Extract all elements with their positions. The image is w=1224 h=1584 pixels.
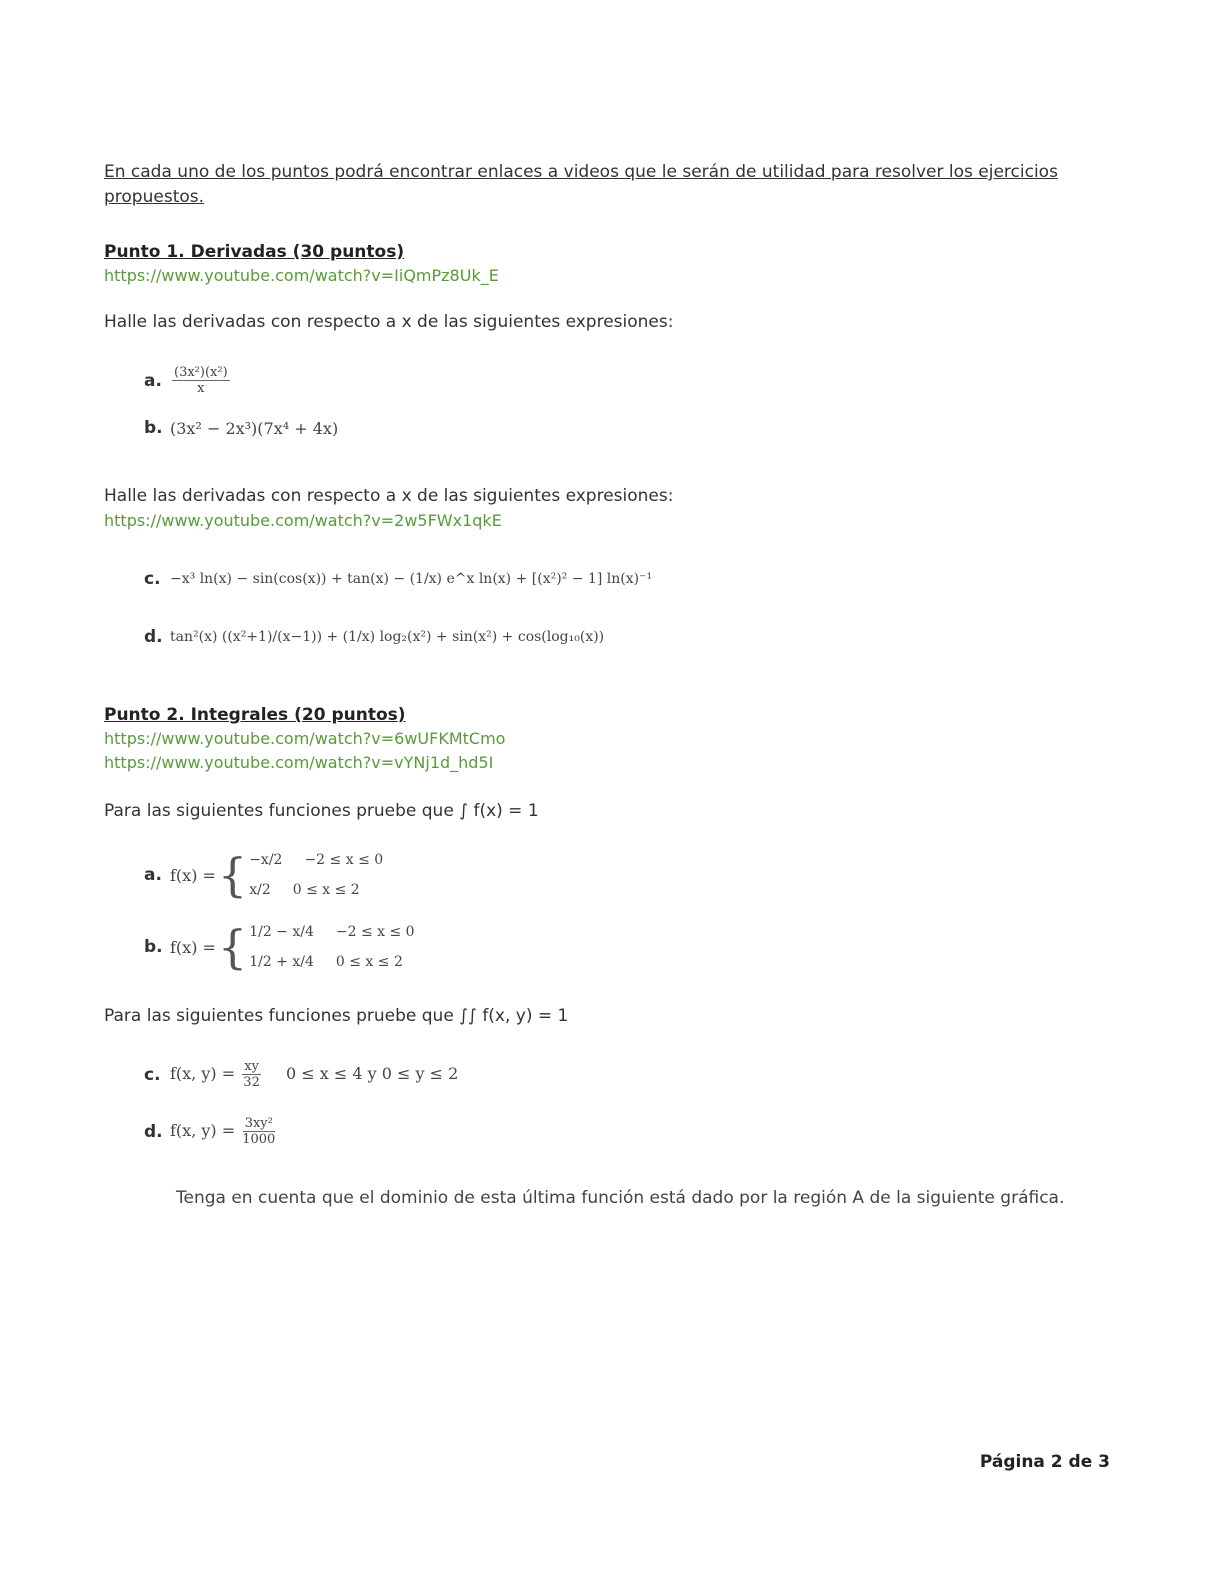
math-expression: f(x, y) = $\frac{\text{3xy²}}{1000}$ (170, 1116, 276, 1147)
video-link-3[interactable]: https://www.youtube.com/watch?v=6wUFKMtCmo (104, 729, 506, 748)
exercise-2c (144, 1059, 1110, 1090)
fraction: $\frac{\text{(3x²)(x²)}}{x}$ (174, 365, 228, 396)
instruction-integrales-1: Para las siguientes funciones pruebe que ∫ f(x) = 1 (104, 801, 539, 821)
note-paragraph: Tenga en cuenta que el dominio de esta última función está dado por la región A de la siguiente gráfica. (176, 1188, 1065, 1208)
video-link-2[interactable]: https://www.youtube.com/watch?v=2w5FWx1qkE (104, 511, 502, 530)
math-expression: −x³ ln(x) − sin(cos(x)) + tan(x) − (1/x) e^x ln(x) + [(x²)² − 1] ln(x)⁻¹ (170, 571, 653, 587)
exercise-label: c. (144, 569, 161, 589)
brace-icon: { (217, 920, 248, 974)
exercise-1c (144, 569, 1110, 589)
exercise-1a (144, 365, 1110, 396)
exercise-label: a. (144, 865, 162, 885)
piecewise-function: f(x) = { 1/2 − x/4 −2 ≤ x ≤ 0 1/2 + x/4 0 ≤ x ≤ 2 (170, 920, 415, 974)
math-expression: tan²(x) ((x²+1)/(x−1)) + (1/x) log₂(x²) + sin(x²) + cos(log₁₀(x)) (170, 629, 605, 645)
intro-paragraph: En cada uno de los puntos podrá encontrar enlaces a videos que le serán de utilidad para resolver los ejercicios propuestos. (104, 162, 1058, 207)
exercise-2a (144, 848, 1110, 902)
exercise-1d (144, 627, 1110, 647)
case-row: 1/2 − x/4 −2 ≤ x ≤ 0 (249, 924, 415, 940)
instruction-integrales-2: Para las siguientes funciones pruebe que ∫∫ f(x, y) = 1 (104, 1006, 569, 1026)
math-expression: (3x² − 2x³)(7x⁴ + 4x) (170, 418, 339, 438)
exercise-label: a. (144, 370, 162, 391)
video-link-4[interactable]: https://www.youtube.com/watch?v=vYNj1d_hd5I (104, 753, 494, 772)
exercise-label: c. (144, 1064, 161, 1085)
instruction-derivadas-1: Halle las derivadas con respecto a x de las siguientes expresiones: (104, 312, 674, 332)
fraction: $\frac{\text{3xy²}}{1000}$ (242, 1116, 276, 1147)
exercise-2d (144, 1116, 1110, 1147)
section-title-punto1: Punto 1. Derivadas (30 puntos) (104, 242, 405, 262)
case-row: −x/2 −2 ≤ x ≤ 0 (249, 852, 384, 868)
brace-icon: { (217, 848, 248, 902)
page-number: Página 2 de 3 (979, 1452, 1110, 1472)
fraction: $\frac{xy}{32}$ (243, 1059, 260, 1090)
exercise-label: b. (144, 418, 163, 438)
math-expression: f(x, y) = $\frac{xy}{32}$ 0 ≤ x ≤ 4 y 0 ≤ y ≤ 2 (170, 1059, 459, 1090)
piecewise-function: f(x) = { −x/2 −2 ≤ x ≤ 0 x/2 0 ≤ x ≤ 2 (170, 848, 384, 902)
page-content (104, 160, 1110, 1228)
exercise-label: b. (144, 937, 163, 957)
video-link-1[interactable]: https://www.youtube.com/watch?v=IiQmPz8Uk_E (104, 266, 499, 285)
section-title-punto2: Punto 2. Integrales (20 puntos) (104, 705, 406, 725)
instruction-derivadas-2: Halle las derivadas con respecto a x de las siguientes expresiones: (104, 486, 674, 506)
exercise-2b (144, 920, 1110, 974)
case-row: 1/2 + x/4 0 ≤ x ≤ 2 (249, 954, 403, 970)
exercise-1b (144, 418, 1110, 438)
exercise-label: d. (144, 627, 163, 647)
case-row: x/2 0 ≤ x ≤ 2 (249, 882, 360, 898)
exercise-label: d. (144, 1121, 163, 1142)
